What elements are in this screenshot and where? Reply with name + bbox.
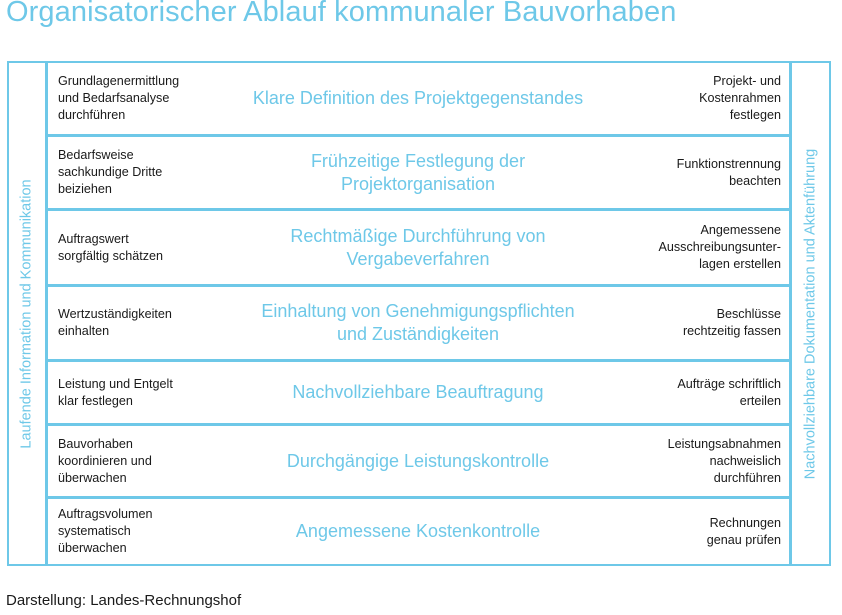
process-row [48, 362, 789, 423]
right-side-panel [792, 63, 829, 564]
row-center-text: Nachvollziehbare Beauftragung [292, 382, 544, 402]
right-side-label: Nachvollziehbare Dokumentation und Aktenführung [802, 148, 819, 479]
row-right-text: Rechnungen genau prüfen [706, 515, 781, 547]
process-row [48, 63, 789, 134]
left-side-label: Laufende Information und Kommunikation [19, 178, 36, 449]
source-note: Darstellung: Landes-Rechnungshof [6, 592, 242, 609]
row-left-text: Auftragswert sorgfältig schätzen [58, 231, 164, 263]
row-center-text: Frühzeitige Festlegung der Projektorganisation [310, 150, 526, 194]
diagram-frame [7, 61, 831, 566]
row-left-text: Bauvorhaben koordinieren und überwachen [58, 436, 152, 485]
process-row [48, 137, 789, 208]
row-center-text: Einhaltung von Genehmigungspflichten und Zuständigkeiten [261, 301, 575, 344]
row-center-text: Durchgängige Leistungskontrolle [286, 450, 550, 471]
row-center-text: Klare Definition des Projektgegenstandes [252, 88, 584, 108]
row-left-text: Grundlagenermittlung und Bedarfsanalyse durchführen [58, 74, 180, 122]
process-row [48, 211, 789, 284]
row-right-text: Funktionstrennung beachten [676, 156, 781, 188]
row-left-text: Leistung und Entgelt klar festlegen [58, 376, 173, 408]
row-right-text: Angemessene Ausschreibungsunter- lagen erstellen [658, 223, 781, 271]
diagram-title: Organisatorischer Ablauf kommunaler Bauvorhaben [6, 0, 677, 28]
row-left-text: Auftragsvolumen systematisch überwachen [58, 507, 153, 555]
row-right-text: Beschlüsse rechtzeitig fassen [682, 307, 781, 338]
process-row [48, 426, 789, 496]
process-row [48, 499, 789, 564]
row-right-text: Leistungsabnahmen nachweislich durchführen [667, 436, 781, 485]
row-right-text: Aufträge schriftlich erteilen [677, 376, 781, 408]
row-right-text: Projekt- und Kostenrahmen festlegen [699, 74, 781, 122]
row-left-text: Wertzuständigkeiten einhalten [58, 307, 172, 338]
row-center-text: Angemessene Kostenkontrolle [295, 521, 541, 541]
row-left-text: Bedarfsweise sachkundige Dritte beiziehen [58, 148, 163, 196]
left-side-panel [9, 63, 45, 564]
process-row [48, 287, 789, 359]
row-center-text: Rechtmäßige Durchführung von Vergabeverfahren [290, 225, 546, 269]
process-rows [48, 63, 789, 564]
